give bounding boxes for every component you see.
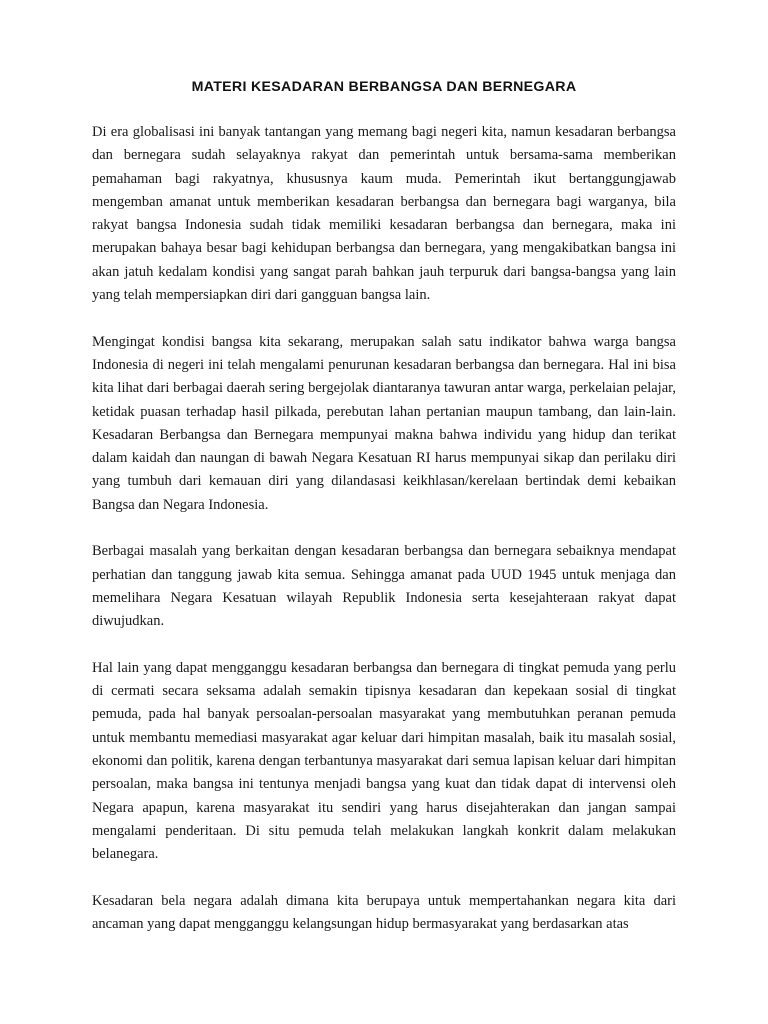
paragraph-3: Berbagai masalah yang berkaitan dengan kesadaran berbangsa dan bernegara sebaiknya mendapat perhatian dan tanggung jawab kita semua. Sehingga amanat pada UUD 1945 untuk menjaga dan memelihara Negara Kesatuan wilayah Republik Indonesia serta kesejahteraan rakyat dapat diwujudkan.	[92, 543, 676, 630]
paragraph-2: Mengingat kondisi bangsa kita sekarang, merupakan salah satu indikator bahwa warga bangsa Indonesia di negeri ini telah mengalami penurunan kesadaran berbangsa dan bernegara. Hal ini bisa kita lihat dari berbagai daerah sering bergejolak diantaranya tawuran antar warga, perkelaian pelajar, ketidak puasan terhadap hasil pilkada, perebutan lahan pertanian maupun tambang, dan lain-lain. Kesadaran Berbangsa dan Bernegara mempunyai makna bahwa individu yang hidup dan terikat dalam kaidah dan naungan di bawah Negara Kesatuan RI harus mempunyai sikap dan perilaku diri yang tumbuh dari kemauan diri yang dilandasasi keikhlasan/kerelaan bertindak demi kebaikan Bangsa dan Negara Indonesia.	[92, 333, 676, 513]
paragraph-4: Hal lain yang dapat mengganggu kesadaran berbangsa dan bernegara di tingkat pemuda yang perlu di cermati secara seksama adalah semakin tipisnya kesadaran dan kepekaan sosial di tingkat pemuda, pada hal banyak persoalan-persoalan masyarakat yang membutuhkan peranan pemuda untuk membantu memediasi masyarakat agar keluar dari himpitan masalah, baik itu masalah sosial, ekonomi dan politik, karena dengan terbantunya masyarakat dari semua lapisan keluar dari himpitan persoalan, maka bangsa ini tentunya menjadi bangsa yang kuat dan tidak dapat di intervensi oleh Negara apapun, karena masyarakat itu sendiri yang harus disejahterakan dan jangan sampai mengalami penderitaan. Di situ pemuda telah melakukan langkah konkrit dalam melakukan belanegara.	[92, 659, 676, 863]
paragraph-5: Kesadaran bela negara adalah dimana kita berupaya untuk mempertahankan negara kita dari ancaman yang dapat mengganggu kelangsungan hidup bermasyarakat yang berdasarkan atas	[92, 892, 676, 933]
paragraph-1: Di era globalisasi ini banyak tantangan yang memang bagi negeri kita, namun kesadaran berbangsa dan bernegara sudah selayaknya rakyat dan pemerintah untuk bersama-sama memberikan pemahaman bagi rakyatnya, khususnya kaum muda. Pemerintah ikut bertanggungjawab mengemban amanat untuk memberikan kesadaran berbangsa dan bernegara bagi warganya, bila rakyat bangsa Indonesia sudah tidak memiliki kesadaran berbangsa dan bernegara, maka ini merupakan bahaya besar bagi kehidupan berbangsa dan bernegara, yang mengakibatkan bangsa ini akan jatuh kedalam kondisi yang sangat parah bahkan jauh terpuruk dari bangsa-bangsa yang lain yang telah mempersiapkan diri dari gangguan bangsa lain.	[92, 124, 676, 304]
document-title: MATERI KESADARAN BERBANGSA DAN BERNEGARA	[191, 79, 577, 95]
